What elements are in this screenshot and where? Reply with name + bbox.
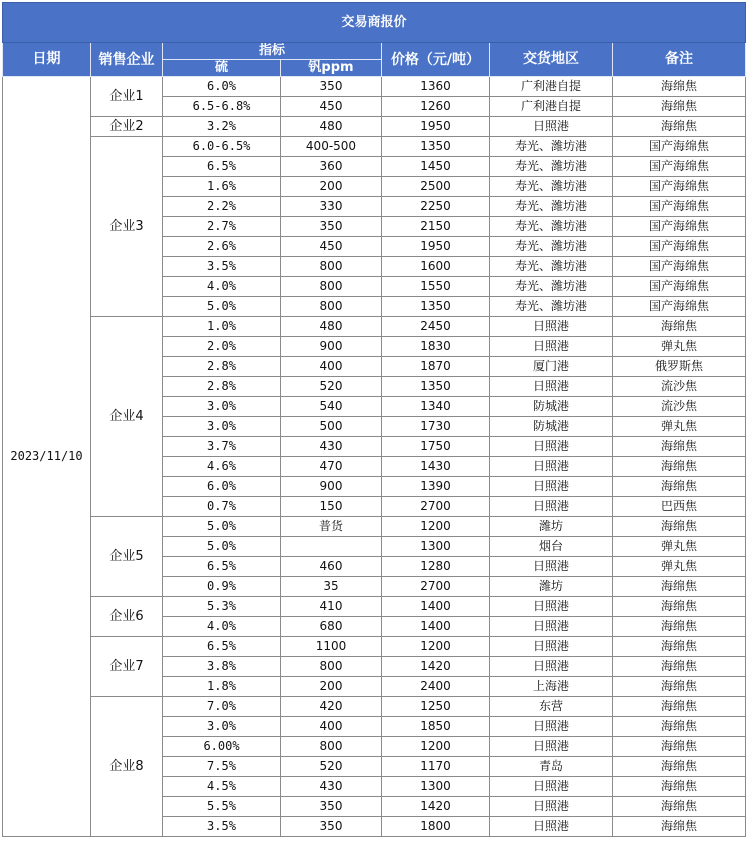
location-cell: 日照港 [490, 777, 613, 797]
sulfur-cell: 3.8% [163, 657, 281, 677]
sulfur-cell: 4.6% [163, 457, 281, 477]
sulfur-cell: 5.5% [163, 797, 281, 817]
vanadium-cell: 480 [281, 317, 382, 337]
company-cell: 企业2 [91, 117, 163, 137]
table-row [3, 637, 746, 657]
vanadium-cell: 410 [281, 597, 382, 617]
price-cell: 1350 [382, 137, 490, 157]
remark-cell: 海绵焦 [613, 577, 746, 597]
vanadium-cell: 450 [281, 237, 382, 257]
location-cell: 日照港 [490, 497, 613, 517]
location-cell: 日照港 [490, 737, 613, 757]
remark-cell: 海绵焦 [613, 657, 746, 677]
vanadium-cell: 800 [281, 297, 382, 317]
price-cell: 1260 [382, 97, 490, 117]
sulfur-cell: 7.5% [163, 757, 281, 777]
remark-cell: 国产海绵焦 [613, 157, 746, 177]
vanadium-cell: 400 [281, 717, 382, 737]
price-cell: 1730 [382, 417, 490, 437]
remark-cell: 海绵焦 [613, 77, 746, 97]
price-cell: 1420 [382, 657, 490, 677]
remark-cell: 海绵焦 [613, 797, 746, 817]
price-cell: 1950 [382, 117, 490, 137]
remark-cell: 海绵焦 [613, 457, 746, 477]
location-cell: 广利港自提 [490, 77, 613, 97]
price-cell: 1800 [382, 817, 490, 837]
location-cell: 东营 [490, 697, 613, 717]
table-title: 交易商报价 [3, 3, 746, 43]
vanadium-cell: 350 [281, 817, 382, 837]
location-cell: 厦门港 [490, 357, 613, 377]
company-cell: 企业4 [91, 317, 163, 517]
remark-cell: 海绵焦 [613, 817, 746, 837]
location-cell: 烟台 [490, 537, 613, 557]
vanadium-cell: 430 [281, 777, 382, 797]
sulfur-cell: 5.0% [163, 297, 281, 317]
remark-cell: 海绵焦 [613, 317, 746, 337]
vanadium-cell: 800 [281, 657, 382, 677]
price-cell: 2250 [382, 197, 490, 217]
location-cell: 广利港自提 [490, 97, 613, 117]
location-cell: 青岛 [490, 757, 613, 777]
price-cell: 1400 [382, 597, 490, 617]
price-cell: 1350 [382, 377, 490, 397]
remark-cell: 弹丸焦 [613, 337, 746, 357]
location-cell: 日照港 [490, 377, 613, 397]
remark-cell: 海绵焦 [613, 477, 746, 497]
sulfur-cell: 6.0-6.5% [163, 137, 281, 157]
price-cell: 1870 [382, 357, 490, 377]
sulfur-cell: 6.5-6.8% [163, 97, 281, 117]
remark-cell: 国产海绵焦 [613, 177, 746, 197]
price-cell: 1200 [382, 737, 490, 757]
sulfur-cell: 3.2% [163, 117, 281, 137]
sulfur-cell: 0.9% [163, 577, 281, 597]
header-company: 销售企业 [91, 43, 163, 77]
location-cell: 日照港 [490, 817, 613, 837]
remark-cell: 国产海绵焦 [613, 277, 746, 297]
sulfur-cell: 6.5% [163, 637, 281, 657]
table-row [3, 597, 746, 617]
location-cell: 日照港 [490, 617, 613, 637]
price-cell: 1200 [382, 637, 490, 657]
remark-cell: 巴西焦 [613, 497, 746, 517]
remark-cell: 国产海绵焦 [613, 217, 746, 237]
header-sulfur: 硫 [163, 60, 281, 77]
remark-cell: 海绵焦 [613, 777, 746, 797]
company-cell: 企业7 [91, 637, 163, 697]
location-cell: 寿光、潍坊港 [490, 217, 613, 237]
location-cell: 潍坊 [490, 517, 613, 537]
sulfur-cell: 2.8% [163, 377, 281, 397]
sulfur-cell: 7.0% [163, 697, 281, 717]
location-cell: 寿光、潍坊港 [490, 237, 613, 257]
sulfur-cell: 5.0% [163, 537, 281, 557]
vanadium-cell: 350 [281, 797, 382, 817]
vanadium-cell: 1100 [281, 637, 382, 657]
vanadium-cell: 450 [281, 97, 382, 117]
header-date: 日期 [3, 43, 91, 77]
price-cell: 1170 [382, 757, 490, 777]
price-cell: 1400 [382, 617, 490, 637]
price-cell: 1950 [382, 237, 490, 257]
sulfur-cell: 5.0% [163, 517, 281, 537]
sulfur-cell: 6.00% [163, 737, 281, 757]
price-cell: 2500 [382, 177, 490, 197]
sulfur-cell: 2.7% [163, 217, 281, 237]
price-cell: 1280 [382, 557, 490, 577]
vanadium-cell: 520 [281, 757, 382, 777]
location-cell: 日照港 [490, 117, 613, 137]
sulfur-cell: 4.5% [163, 777, 281, 797]
price-cell: 1340 [382, 397, 490, 417]
location-cell: 日照港 [490, 657, 613, 677]
sulfur-cell: 4.0% [163, 617, 281, 637]
vanadium-cell: 680 [281, 617, 382, 637]
quote-table [2, 2, 746, 837]
table-row [3, 517, 746, 537]
vanadium-cell: 350 [281, 217, 382, 237]
sulfur-cell: 5.3% [163, 597, 281, 617]
location-cell: 日照港 [490, 457, 613, 477]
header-row-1 [3, 43, 746, 60]
vanadium-cell: 800 [281, 277, 382, 297]
header-price: 价格（元/吨） [382, 43, 490, 77]
price-cell: 1600 [382, 257, 490, 277]
sulfur-cell: 1.0% [163, 317, 281, 337]
vanadium-cell: 540 [281, 397, 382, 417]
location-cell: 防城港 [490, 417, 613, 437]
sulfur-cell: 2.6% [163, 237, 281, 257]
header-remark: 备注 [613, 43, 746, 77]
remark-cell: 海绵焦 [613, 677, 746, 697]
sulfur-cell: 2.0% [163, 337, 281, 357]
remark-cell: 国产海绵焦 [613, 137, 746, 157]
location-cell: 寿光、潍坊港 [490, 137, 613, 157]
sulfur-cell: 6.5% [163, 157, 281, 177]
remark-cell: 国产海绵焦 [613, 237, 746, 257]
remark-cell: 国产海绵焦 [613, 197, 746, 217]
vanadium-cell: 480 [281, 117, 382, 137]
price-cell: 1350 [382, 297, 490, 317]
sulfur-cell: 6.5% [163, 557, 281, 577]
remark-cell: 海绵焦 [613, 517, 746, 537]
sulfur-cell: 3.7% [163, 437, 281, 457]
location-cell: 寿光、潍坊港 [490, 297, 613, 317]
price-cell: 1450 [382, 157, 490, 177]
sulfur-cell: 3.5% [163, 257, 281, 277]
location-cell: 日照港 [490, 437, 613, 457]
remark-cell: 弹丸焦 [613, 537, 746, 557]
price-cell: 2700 [382, 577, 490, 597]
vanadium-cell [281, 537, 382, 557]
sulfur-cell: 0.7% [163, 497, 281, 517]
sulfur-cell: 1.6% [163, 177, 281, 197]
remark-cell: 海绵焦 [613, 697, 746, 717]
price-cell: 1360 [382, 77, 490, 97]
table-row [3, 137, 746, 157]
vanadium-cell: 420 [281, 697, 382, 717]
header-indicator: 指标 [163, 43, 382, 60]
vanadium-cell: 900 [281, 477, 382, 497]
location-cell: 日照港 [490, 337, 613, 357]
company-cell: 企业1 [91, 77, 163, 117]
price-cell: 1390 [382, 477, 490, 497]
location-cell: 日照港 [490, 637, 613, 657]
table-row [3, 697, 746, 717]
location-cell: 日照港 [490, 557, 613, 577]
vanadium-cell: 800 [281, 737, 382, 757]
price-cell: 2150 [382, 217, 490, 237]
remark-cell: 海绵焦 [613, 97, 746, 117]
price-cell: 2700 [382, 497, 490, 517]
sulfur-cell: 2.2% [163, 197, 281, 217]
vanadium-cell: 800 [281, 257, 382, 277]
vanadium-cell: 460 [281, 557, 382, 577]
vanadium-cell: 900 [281, 337, 382, 357]
title-row [3, 3, 746, 43]
vanadium-cell: 150 [281, 497, 382, 517]
location-cell: 潍坊 [490, 577, 613, 597]
remark-cell: 国产海绵焦 [613, 257, 746, 277]
vanadium-cell: 200 [281, 677, 382, 697]
remark-cell: 弹丸焦 [613, 417, 746, 437]
price-cell: 1430 [382, 457, 490, 477]
remark-cell: 海绵焦 [613, 757, 746, 777]
company-cell: 企业8 [91, 697, 163, 837]
price-cell: 1300 [382, 777, 490, 797]
remark-cell: 流沙焦 [613, 377, 746, 397]
location-cell: 寿光、潍坊港 [490, 197, 613, 217]
location-cell: 日照港 [490, 317, 613, 337]
location-cell: 寿光、潍坊港 [490, 177, 613, 197]
sulfur-cell: 6.0% [163, 77, 281, 97]
header-vanadium: 钒ppm [281, 60, 382, 77]
location-cell: 防城港 [490, 397, 613, 417]
company-cell: 企业6 [91, 597, 163, 637]
price-cell: 1830 [382, 337, 490, 357]
vanadium-cell: 520 [281, 377, 382, 397]
remark-cell: 海绵焦 [613, 717, 746, 737]
table-row [3, 317, 746, 337]
vanadium-cell: 200 [281, 177, 382, 197]
price-cell: 1420 [382, 797, 490, 817]
price-cell: 1250 [382, 697, 490, 717]
sulfur-cell: 3.0% [163, 417, 281, 437]
vanadium-cell: 400 [281, 357, 382, 377]
vanadium-cell: 普货 [281, 517, 382, 537]
sulfur-cell: 1.8% [163, 677, 281, 697]
location-cell: 寿光、潍坊港 [490, 257, 613, 277]
vanadium-cell: 360 [281, 157, 382, 177]
table-row [3, 117, 746, 137]
sulfur-cell: 3.0% [163, 717, 281, 737]
date-cell: 2023/11/10 [3, 77, 91, 837]
sulfur-cell: 6.0% [163, 477, 281, 497]
remark-cell: 海绵焦 [613, 617, 746, 637]
company-cell: 企业5 [91, 517, 163, 597]
table-row [3, 77, 746, 97]
price-cell: 1200 [382, 517, 490, 537]
price-cell: 2400 [382, 677, 490, 697]
location-cell: 寿光、潍坊港 [490, 157, 613, 177]
remark-cell: 海绵焦 [613, 437, 746, 457]
remark-cell: 流沙焦 [613, 397, 746, 417]
vanadium-cell: 500 [281, 417, 382, 437]
sulfur-cell: 4.0% [163, 277, 281, 297]
vanadium-cell: 330 [281, 197, 382, 217]
price-cell: 1550 [382, 277, 490, 297]
location-cell: 日照港 [490, 797, 613, 817]
location-cell: 上海港 [490, 677, 613, 697]
price-cell: 1850 [382, 717, 490, 737]
vanadium-cell: 430 [281, 437, 382, 457]
remark-cell: 俄罗斯焦 [613, 357, 746, 377]
sulfur-cell: 3.5% [163, 817, 281, 837]
sulfur-cell: 3.0% [163, 397, 281, 417]
remark-cell: 弹丸焦 [613, 557, 746, 577]
vanadium-cell: 470 [281, 457, 382, 477]
location-cell: 日照港 [490, 477, 613, 497]
remark-cell: 国产海绵焦 [613, 297, 746, 317]
location-cell: 日照港 [490, 597, 613, 617]
vanadium-cell: 350 [281, 77, 382, 97]
quote-table-container [2, 2, 746, 837]
price-cell: 1300 [382, 537, 490, 557]
remark-cell: 海绵焦 [613, 117, 746, 137]
price-cell: 1750 [382, 437, 490, 457]
location-cell: 日照港 [490, 717, 613, 737]
company-cell: 企业3 [91, 137, 163, 317]
location-cell: 寿光、潍坊港 [490, 277, 613, 297]
header-location: 交货地区 [490, 43, 613, 77]
remark-cell: 海绵焦 [613, 637, 746, 657]
vanadium-cell: 400-500 [281, 137, 382, 157]
remark-cell: 海绵焦 [613, 737, 746, 757]
vanadium-cell: 35 [281, 577, 382, 597]
price-cell: 2450 [382, 317, 490, 337]
remark-cell: 海绵焦 [613, 597, 746, 617]
sulfur-cell: 2.8% [163, 357, 281, 377]
